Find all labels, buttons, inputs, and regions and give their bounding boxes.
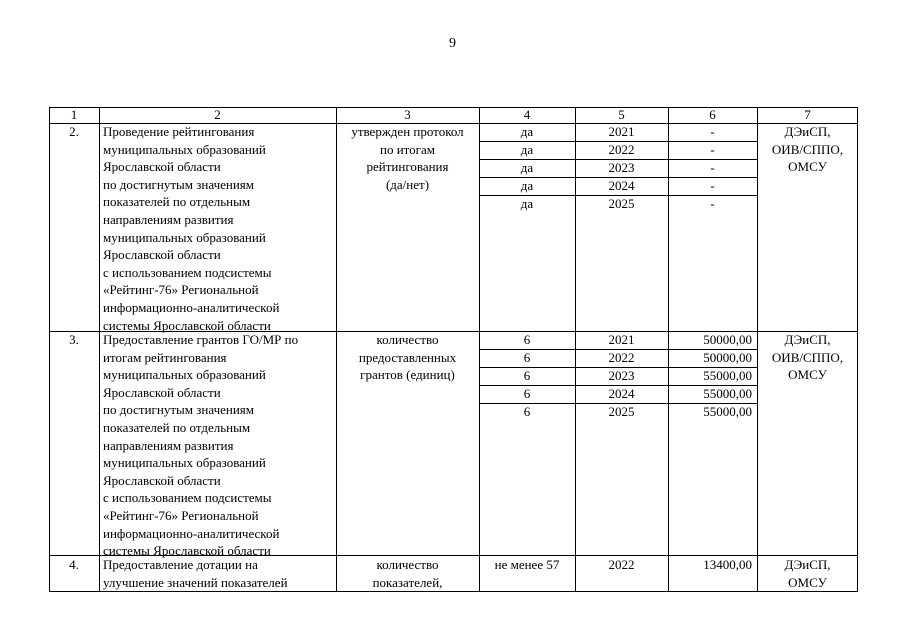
year-value: 2023 <box>608 368 635 383</box>
amount-value: 50000,00 <box>703 350 752 365</box>
year-value: 2021 <box>608 332 635 347</box>
year-value: 2022 <box>608 557 635 572</box>
responsible-line: ОМСУ <box>788 367 827 383</box>
description-line: муниципальных образований <box>103 229 266 245</box>
indicator-line: количество <box>376 332 439 347</box>
description-line: информационно-аналитической <box>103 299 280 315</box>
description-line: по достигнутым значениям <box>103 176 255 192</box>
target-value: да <box>520 124 534 139</box>
target-value: 6 <box>523 404 531 419</box>
row-indicator <box>336 556 479 591</box>
year-value: 2024 <box>608 178 635 193</box>
description-line: системы Ярославской области <box>103 543 271 559</box>
page-number: 9 <box>449 36 456 51</box>
description-line: Предоставление грантов ГО/МР по <box>103 332 299 347</box>
responsible-line: ДЭиСП, <box>784 332 831 347</box>
year-value: 2022 <box>608 142 635 157</box>
year-value: 2023 <box>608 160 635 175</box>
header-col-1: 1 <box>70 107 78 122</box>
indicator-line: грантов (единиц) <box>360 367 455 383</box>
description-line: с использованием подсистемы <box>103 490 272 506</box>
year-value: 2025 <box>608 196 635 211</box>
target-value: не менее 57 <box>494 557 560 572</box>
description-line: направлениям развития <box>103 211 234 227</box>
target-value: да <box>520 196 534 211</box>
description-line: Ярославской области <box>103 159 221 175</box>
responsible-line: ОИВ/СППО, <box>771 141 844 157</box>
description-line: направлениям развития <box>103 437 234 453</box>
indicator-line: по итогам <box>379 141 435 157</box>
description-line: Ярославской области <box>103 384 221 400</box>
target-value: 6 <box>523 386 531 401</box>
amount-value: 50000,00 <box>703 332 752 347</box>
amount-value: - <box>710 196 715 211</box>
row-description <box>103 331 335 560</box>
target-value: 6 <box>523 332 531 347</box>
amount-value: - <box>710 142 715 157</box>
description-line: муниципальных образований <box>103 367 266 383</box>
description-line: показателей по отдельным <box>103 194 251 210</box>
row-responsible <box>757 123 858 176</box>
description-line: муниципальных образований <box>103 455 266 471</box>
target-value: да <box>520 160 534 175</box>
year-value: 2021 <box>608 124 635 139</box>
row-description <box>103 123 335 334</box>
responsible-line: ОИВ/СППО, <box>771 349 844 365</box>
row-responsible <box>757 556 858 591</box>
year-value: 2024 <box>608 386 635 401</box>
amount-value: - <box>710 178 715 193</box>
amount-value: 55000,00 <box>703 404 752 419</box>
header-col-5: 5 <box>618 107 625 122</box>
target-value: 6 <box>523 350 531 365</box>
description-line: показателей по отдельным <box>103 419 251 435</box>
plan-table <box>49 107 858 592</box>
amount-value: 55000,00 <box>703 368 752 383</box>
description-line: Ярославской области <box>103 247 221 263</box>
indicator-line: предоставленных <box>358 349 457 365</box>
indicator-line: (да/нет) <box>385 176 430 192</box>
indicator-line: количество <box>376 557 439 572</box>
row-number: 4. <box>69 557 79 572</box>
row-responsible <box>757 331 858 384</box>
year-value: 2022 <box>608 350 635 365</box>
indicator-line: рейтингования <box>366 159 449 175</box>
description-line: Ярославской области <box>103 472 221 488</box>
header-col-3: 3 <box>404 107 411 122</box>
amount-value: - <box>710 124 715 139</box>
row-indicator <box>336 123 479 193</box>
header-col-7: 7 <box>804 107 811 122</box>
description-line: «Рейтинг-76» Региональной <box>103 282 259 298</box>
row-number: 2. <box>69 124 79 139</box>
amount-value: - <box>710 160 715 175</box>
year-value: 2025 <box>608 404 635 419</box>
header-col-4: 4 <box>523 107 531 122</box>
description-line: Проведение рейтингования <box>103 124 255 139</box>
description-line: «Рейтинг-76» Региональной <box>103 507 259 523</box>
responsible-line: ОМСУ <box>788 159 827 175</box>
amount-value: 13400,00 <box>703 557 752 572</box>
target-value: да <box>520 178 534 193</box>
description-line: Предоставление дотации на <box>103 557 258 572</box>
responsible-line: ДЭиСП, <box>784 557 831 572</box>
header-col-2: 2 <box>214 107 221 122</box>
row-indicator <box>336 331 479 384</box>
description-line: системы Ярославской области <box>103 317 271 333</box>
indicator-line: утвержден протокол <box>351 124 464 139</box>
row-description <box>103 556 335 591</box>
description-line: с использованием подсистемы <box>103 264 272 280</box>
amount-value: 55000,00 <box>703 386 752 401</box>
responsible-line: ДЭиСП, <box>784 124 831 139</box>
responsible-line: ОМСУ <box>788 574 827 590</box>
description-line: итогам рейтингования <box>103 349 227 365</box>
target-value: да <box>520 142 534 157</box>
description-line: информационно-аналитической <box>103 525 280 541</box>
description-line: улучшение значений показателей <box>103 574 288 590</box>
header-col-6: 6 <box>709 107 716 122</box>
description-line: по достигнутым значениям <box>103 402 255 418</box>
description-line: муниципальных образований <box>103 141 266 157</box>
indicator-line: показателей, <box>372 574 443 590</box>
row-number: 3. <box>69 332 79 347</box>
target-value: 6 <box>523 368 531 383</box>
